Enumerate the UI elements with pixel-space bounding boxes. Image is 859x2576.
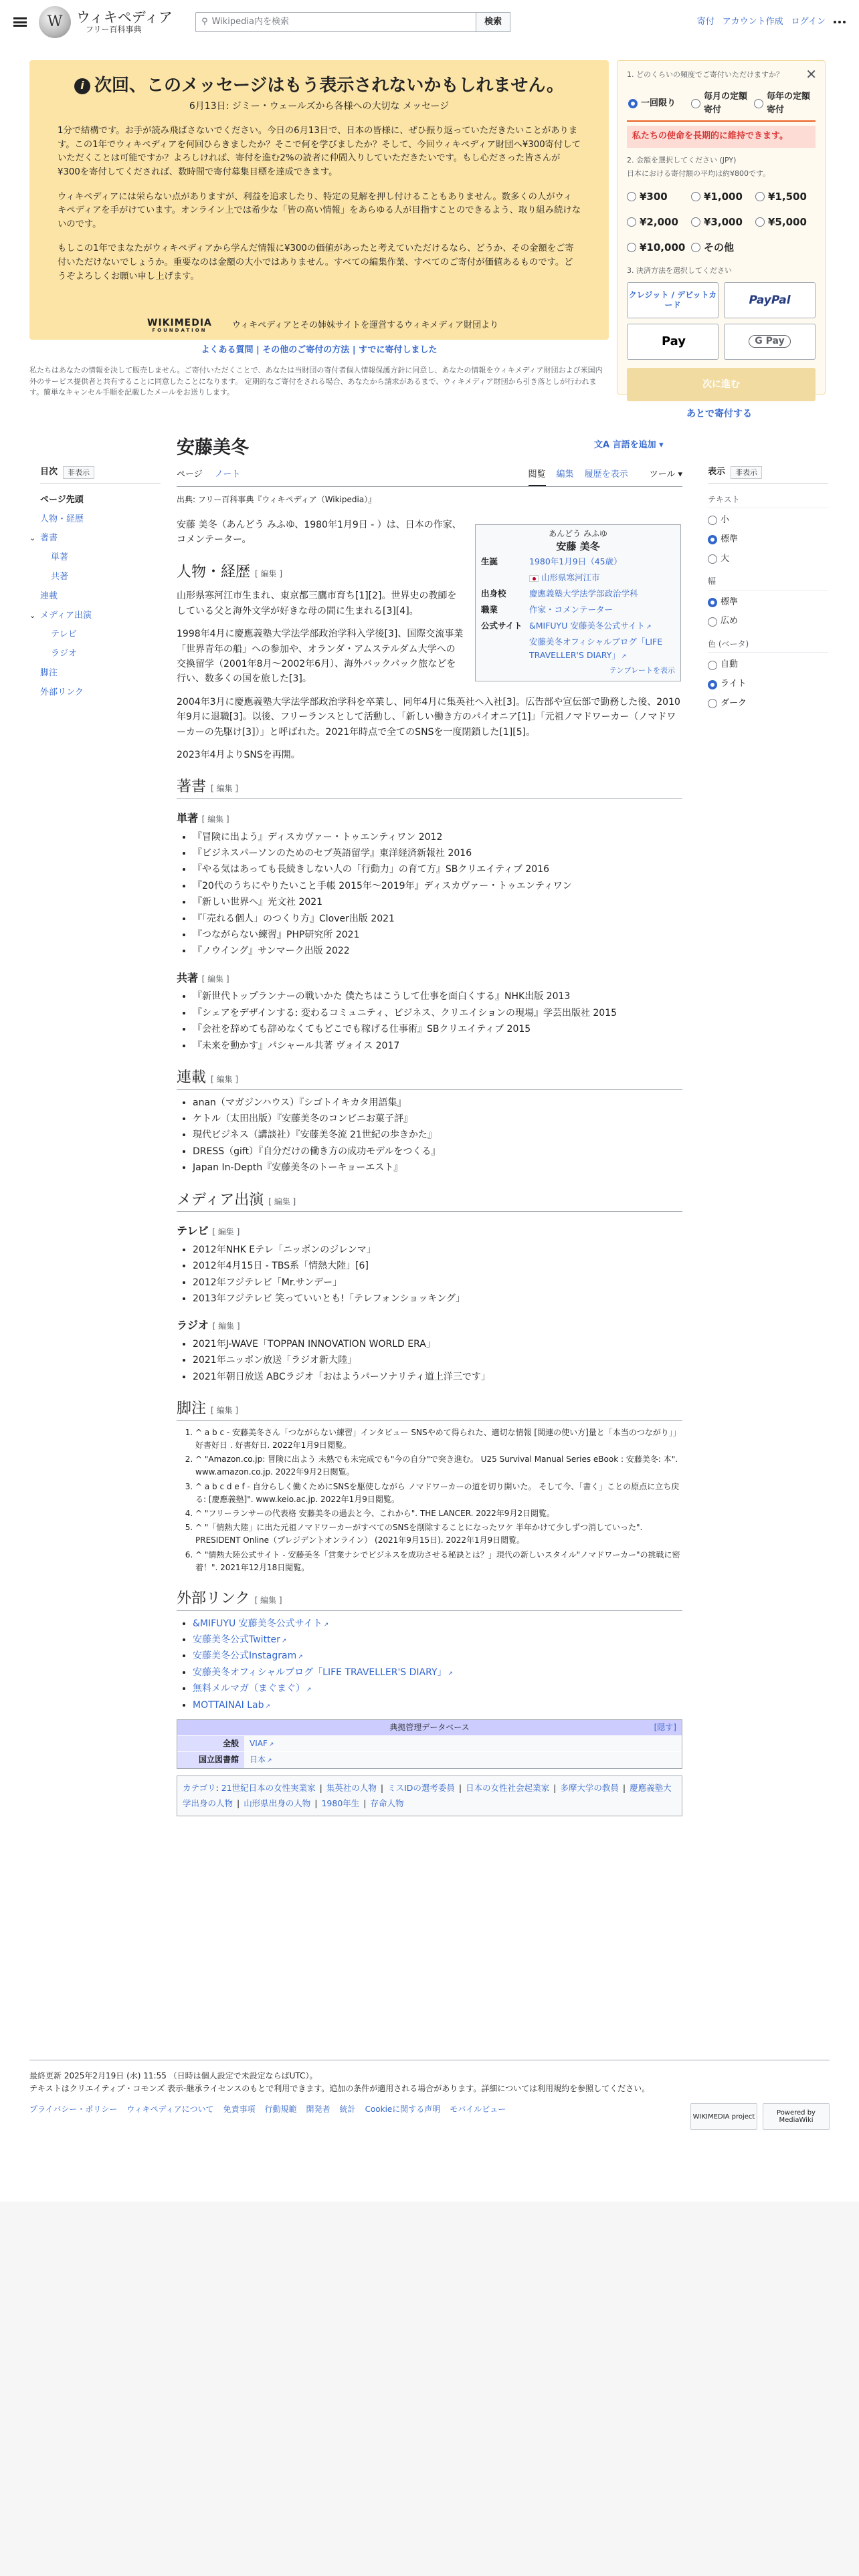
toc-item-label: 外部リンク: [40, 687, 84, 697]
search-button[interactable]: 検索: [476, 12, 510, 32]
career-paragraph-2: 1998年4月に慶應義塾大学法学部政治学科入学後[3]、国際交流事業「世界青年の船」への参加や、オランダ・アムステルダム大学への交換留学（2001年8月〜2002年6月）、海外バックパック旅などを行い、数多くの国を旅した[3]。: [177, 629, 464, 685]
site-header: [0, 0, 859, 44]
career-paragraph-4: 2023年4月よりSNSを再開。: [177, 749, 300, 760]
toc-item[interactable]: [40, 645, 161, 664]
translate-icon: 文A: [594, 440, 613, 450]
donate-link[interactable]: 寄付: [696, 16, 714, 27]
site-title: ウィキペディア: [76, 9, 173, 26]
references-list: [195, 1426, 682, 1574]
lead-paragraph: 安藤 美冬（あんどう みふゆ、1980年1月9日 - ）は、日本の作家、コメンテーター。: [177, 520, 462, 546]
page-footer: [29, 2060, 830, 2124]
authority-row: [177, 1751, 682, 1767]
radio-icon: [691, 99, 700, 108]
color-auto[interactable]: [708, 658, 828, 672]
radio-icon: [627, 217, 636, 227]
freq-monthly-label: 毎月の定額寄付: [704, 91, 748, 116]
tab-history[interactable]: 履歴を表示: [584, 469, 628, 479]
list-item: • anan（マガジンハウス）『シゴトイキカタ用語集』: [193, 1095, 682, 1110]
serial-list: [193, 1095, 682, 1176]
list-item: [193, 1616, 682, 1631]
search-form: [195, 12, 510, 32]
radio-icon: [708, 554, 717, 564]
banner-links[interactable]: よくある質問 | その他のご寄付の方法 | すでに寄付しました: [201, 345, 438, 355]
banner-paragraph-2: ウィキペディアには栄らない点がありますが、利益を追求したり、特定の見解を押し付けることもありません。数多くの人がウィキペディアを手がけています。オンライン上では希少な「皆の高い情報」をあらゆる人が目指すことのできるよう、取り組み続けないのです。: [58, 191, 581, 229]
list-item: • 2021年朝日放送 ABCラジオ「おはようパーソナリティ道上洋三です」: [193, 1370, 682, 1384]
heading-serial: [177, 1068, 682, 1090]
list-item: • 『会社を辞めても辞めなくてもどこでも稼げる仕事術』SBクリエイティブ 2015: [193, 1022, 682, 1037]
category-link[interactable]: 山形県出身の人物: [244, 1798, 311, 1809]
add-language-label: 言語を追加: [612, 440, 656, 450]
amount-label: その他: [704, 241, 735, 254]
infobox-value[interactable]: 1980年1月9日（45歳）: [529, 556, 622, 567]
infobox-value[interactable]: 慶應義塾大学法学部政治学科: [529, 588, 638, 599]
toc-title: 目次: [40, 467, 58, 477]
site-tagline: フリー百科事典: [86, 25, 142, 35]
option-label: 広め: [721, 616, 739, 627]
text-size-standard[interactable]: [708, 533, 828, 547]
wikimedia-badge[interactable]: WIKIMEDIA project: [690, 2103, 757, 2130]
heading-co: [177, 970, 682, 987]
amount-label: ¥3,000: [704, 216, 743, 229]
radio-icon: [755, 192, 765, 201]
list-item: • 現代ビジネス（講談社）『安藤美冬流 21世紀の歩きかた』: [193, 1128, 682, 1142]
list-item: • DRESS（gift）『自分だけの働き方の成功モデルをつくる』: [193, 1144, 682, 1159]
card-button[interactable]: クレジット / デビットカード: [627, 282, 719, 318]
footer-link[interactable]: ウィキペディアについて: [126, 2105, 214, 2115]
amount-option[interactable]: [627, 189, 687, 205]
footer-link[interactable]: Cookieに関する声明: [365, 2105, 441, 2115]
amount-option-other[interactable]: [691, 239, 751, 255]
list-item: • 2013年フジテレビ 笑っていいとも!「テレフォンショッキング」: [193, 1291, 682, 1306]
heading-notes: [177, 1399, 682, 1421]
option-label: 標準: [721, 534, 739, 544]
list-item: • 『未来を動かす』パシャール共著 ヴォイス 2017: [193, 1039, 682, 1053]
amount-label: ¥1,000: [704, 191, 743, 203]
infobox-key: 出身校: [481, 588, 506, 599]
close-icon[interactable]: ✕: [805, 66, 817, 82]
heading-career: [177, 562, 464, 584]
freq-yearly-label: 毎年の定額寄付: [767, 91, 811, 116]
edit-section-link[interactable]: [ 編集 ]: [212, 1227, 240, 1237]
text-size-large[interactable]: [708, 552, 828, 566]
toc-item[interactable]: [40, 568, 161, 587]
google-pay-button[interactable]: [724, 324, 816, 360]
payment-methods: [627, 282, 816, 360]
toc-item[interactable]: [40, 548, 161, 568]
heading-text: 著書: [177, 778, 207, 796]
show-template-link[interactable]: テンプレートを表示: [609, 666, 675, 675]
authority-control: [177, 1719, 682, 1769]
category-link[interactable]: 慶應義塾大学出身の人物: [183, 1782, 672, 1809]
frequency-options: [627, 88, 816, 122]
radio-icon: [628, 99, 638, 108]
license-text: テキストはクリエイティブ・コモンズ 表示-継承ライセンスのもとで利用できます。追加の条件が適用される場合があります。詳細については利用規約を参照してください。: [29, 2084, 650, 2094]
heading-text: 単著: [177, 812, 199, 825]
tab-tools[interactable]: ツール ▾: [649, 469, 682, 479]
tab-talk[interactable]: ノート: [214, 469, 241, 479]
authority-key: 国立図書館: [177, 1752, 244, 1767]
toc-item[interactable]: [40, 625, 161, 645]
amount-label: ¥2,000: [640, 216, 678, 229]
career-paragraph-1: 山形県寒河江市生まれ、東京都三鷹市育ち[1][2]。世界史の教師をしている父と海外文学が好きな母の間に生まれる[3][4]。: [177, 591, 457, 617]
heading-radio: [177, 1317, 682, 1334]
infobox-value[interactable]: 作家・コメンテーター: [529, 605, 613, 615]
radio-icon: [708, 680, 717, 689]
toc-item[interactable]: [29, 607, 161, 626]
category-label[interactable]: カテゴリ: [183, 1782, 216, 1793]
infobox-ruby: あんどう みふゆ: [549, 529, 607, 538]
banner-title: [58, 75, 581, 98]
personal-tools: [697, 15, 846, 29]
external-link[interactable]: 安藤美冬公式Twitter ↗: [193, 1634, 286, 1645]
appearance-panel: [708, 465, 828, 711]
heading-media: [177, 1190, 682, 1212]
category-link[interactable]: 存命人物: [370, 1798, 404, 1809]
freq-yearly[interactable]: [753, 88, 816, 121]
reference-item: 5. ^ "「情熱大陸」に出た元祖ノマドワーカーがすべてのSNSを削除することになったワケ 半年かけて少しずつ消していった". PRESIDENT Online（プレジデントオンライン） (2021年9月15日). 2022年1月9日閲覧。: [195, 1521, 682, 1547]
radio-icon: [708, 699, 717, 708]
toc-item-label: 共著: [51, 571, 69, 582]
amount-option[interactable]: [755, 189, 816, 205]
list-item: • 『新しい世界へ』光文社 2021: [193, 895, 682, 909]
category-link[interactable]: ミスIDの選考委員: [387, 1782, 455, 1793]
amount-label: ¥5,000: [768, 216, 807, 229]
tv-list: [193, 1243, 682, 1307]
wmf-logo-sub: FOUNDATION: [152, 328, 207, 334]
toc-item[interactable]: [40, 664, 161, 683]
career-paragraph-3: 2004年3月に慶應義塾大学法学部政治学科を卒業し、同年4月に集英社へ入社[3]。広告部や宣伝部で勤務した後、2010年9月に退職[3]。以後、フリーランスとして活動し、「新しい働き方のパイオニア[1]」「元祖ノマドワーカー（ノマドワーカーの先駆け[3]）」と呼ばれた。2021年時点で全てのSNSを一度閉鎖した[1][5]。: [177, 696, 680, 738]
tab-read[interactable]: 閲覧: [529, 468, 546, 486]
create-account-link[interactable]: アカウント作成: [722, 16, 783, 27]
width-wide[interactable]: [708, 615, 828, 629]
continue-button[interactable]: 次に進む: [627, 368, 816, 401]
edit-section-link[interactable]: [ 編集 ]: [211, 1074, 239, 1084]
radio-icon: [691, 192, 700, 201]
option-label: 大: [721, 553, 730, 564]
infobox-key: 職業: [481, 605, 498, 615]
list-item: • Japan In-Depth『安藤美冬のトーキョーエスト』: [193, 1160, 682, 1175]
toc-item[interactable]: [40, 683, 161, 703]
heading-links: [177, 1589, 682, 1611]
heading-text: メディア出演: [177, 1191, 264, 1208]
radio-icon: [708, 661, 717, 670]
footer-link[interactable]: 免責事項: [223, 2105, 256, 2115]
amount-question: 2. 金額を選択してください (JPY): [627, 155, 737, 165]
external-link[interactable]: 安藤美冬公式Instagram ↗: [193, 1650, 303, 1661]
heading-text: 人物・経歴: [177, 563, 251, 580]
banner-disclaimer: 私たちはあなたの情報を決して販売しません。ご寄付いただくことで、あなたは当財団の寄付者個人情報保護方針に同意し、あなたの情報をウィキメディア財団および米国内外のサービス提供者と共有することに同意したことになります。 定期的なご寄付をされる場合、あなたから請求があるまで、ウィキメディア財団から引き落としが行われます。簡単なキャンセル手順を記載したメールをお送りします。: [29, 366, 603, 397]
edit-section-link[interactable]: [ 編集 ]: [212, 1321, 240, 1331]
toc-header: [40, 465, 161, 479]
wordmark[interactable]: [76, 9, 173, 35]
edit-section-link[interactable]: [ 編集 ]: [268, 1196, 296, 1206]
toc-item-label: 人物・経歴: [40, 514, 84, 524]
edit-section-link[interactable]: [ 編集 ]: [255, 568, 283, 578]
wikipedia-logo[interactable]: W: [39, 6, 71, 38]
text-size-label: テキスト: [708, 494, 828, 508]
wmf-text: ウィキペディアとその姉妹サイトを運営するウィキメディア財団より: [231, 320, 499, 331]
single-books-list: [193, 830, 682, 959]
tab-edit[interactable]: 編集: [556, 469, 574, 479]
authority-row: [177, 1735, 682, 1751]
heading-text: 連載: [177, 1069, 207, 1086]
toc-item-label: メディア出演: [40, 610, 92, 621]
banner-subtitle: 6月13日: ジミー・ウェールズから各様への大切な メッセージ: [189, 100, 450, 112]
category-colon: :: [215, 1782, 221, 1793]
amount-label: ¥10,000: [640, 241, 686, 254]
category-separator: |: [458, 1782, 462, 1793]
toc-item-label: ラジオ: [51, 649, 78, 659]
radio-icon: [708, 516, 717, 525]
paypal-button[interactable]: PayPal: [724, 282, 816, 318]
list-item: • 『20代のうちにやりたいこと手帳 2015年〜2019年』ディスカヴァー・トゥエンティワン: [193, 879, 682, 893]
amount-option[interactable]: [755, 214, 816, 230]
chevron-down-icon[interactable]: ⌄: [29, 534, 36, 543]
toc-item[interactable]: [29, 529, 161, 548]
width-standard[interactable]: [708, 596, 828, 610]
menu-icon[interactable]: [13, 17, 27, 27]
external-link[interactable]: MOTTAINAI Lab ↗: [193, 1700, 270, 1711]
radio-icon: [627, 192, 636, 201]
category-link[interactable]: 1980年生: [321, 1798, 360, 1809]
reference-item: 4. ^ "フリーランサーの代表格 安藤美冬の過去と今、これから". THE LANCER. 2022年9月2日閲覧。: [195, 1507, 682, 1520]
external-link[interactable]: 安藤美冬オフィシャルブログ「LIFE TRAVELLER'S DIARY」 ↗: [193, 1667, 453, 1678]
category-separator: |: [319, 1782, 322, 1793]
payment-question: 3. 決済方法を選択してください: [627, 266, 732, 276]
list-item: [193, 1681, 682, 1696]
toc-item-label: ページ先頭: [40, 494, 84, 505]
category-link[interactable]: 日本の女性社会起業家: [466, 1782, 550, 1793]
list-item: [193, 1632, 682, 1647]
radio-icon: [691, 217, 700, 227]
authority-value[interactable]: VIAF ↗: [244, 1736, 682, 1751]
toc-hide-button[interactable]: 非表示: [63, 466, 94, 479]
list-item: • 『つながらない練習』PHP研究所 2021: [193, 928, 682, 942]
tab-page[interactable]: ページ: [177, 469, 203, 479]
category-separator: |: [622, 1782, 626, 1793]
source-note: 出典: フリー百科事典『ウィキペディア（Wikipedia）』: [177, 495, 377, 504]
list-item: • 『シェアをデザインする: 変わるコミュニティ、ビジネス、クリエイションの現場』学芸出版社 2015: [193, 1006, 682, 1021]
login-link[interactable]: ログイン: [791, 16, 826, 27]
radio-icon: [691, 243, 700, 252]
chevron-down-icon[interactable]: ⌄: [29, 611, 36, 620]
edit-section-link[interactable]: [ 編集 ]: [211, 784, 239, 794]
color-light[interactable]: [708, 677, 828, 691]
apple-pay-button[interactable]: [627, 324, 719, 360]
donate-later-link[interactable]: あとで寄付する: [686, 409, 752, 419]
apple-pay-label: Pay: [661, 334, 686, 348]
edit-section-link[interactable]: [ 編集 ]: [201, 815, 229, 825]
amount-options: [627, 189, 816, 255]
infobox-value[interactable]: &MIFUYU 安藤美冬公式サイト ↗: [529, 619, 675, 633]
list-item: • 『「売れる個人」のつくり方』Clover出版 2021: [193, 911, 682, 926]
reference-item: 2. ^ "Amazon.co.jp: 冒険に出よう 未熟でも未完成でも"今の自分"で突き進む。 U25 Survival Manual Series eBook : 安藤美冬: 本". www.amazon.co.jp. 2022年9月2日閲覧。: [195, 1453, 682, 1479]
reference-item: 3. ^ a b c d e f - 自分らしく働くためにSNSを駆使しながら ノマドワーカーの道を切り開いた。 そして今、「書く」ことの原点に立ち戻る: [慶應義塾]". www.keio.ac.jp. 2022年1月9日閲覧。: [195, 1481, 682, 1506]
amount-option[interactable]: [691, 214, 751, 230]
google-pay-label: G Pay: [749, 335, 790, 348]
infobox-value[interactable]: 安藤美冬オフィシャルブログ「LIFE TRAVELLER'S DIARY」 ↗: [529, 635, 675, 662]
amount-hint: 日本における寄付額の平均は約¥800です。: [627, 169, 771, 178]
more-options-icon[interactable]: [834, 21, 846, 23]
category-separator: |: [553, 1782, 557, 1793]
wikimedia-foundation-logo: [147, 318, 212, 334]
authority-hide-link[interactable]: [隠す]: [654, 1722, 676, 1732]
option-label: ライト: [721, 679, 747, 689]
search-icon: ⚲: [201, 16, 208, 27]
heading-books: [177, 777, 682, 799]
footer-link[interactable]: 開発者: [306, 2105, 330, 2115]
search-input[interactable]: [195, 12, 476, 32]
category-separator: |: [314, 1798, 318, 1809]
edit-section-link[interactable]: [ 編集 ]: [211, 1406, 239, 1416]
option-label: 自動: [721, 659, 739, 670]
list-item: [193, 1698, 682, 1713]
category-box: [177, 1776, 682, 1817]
radio-icon: [708, 617, 717, 627]
monthly-message: 私たちの使命を長期的に維持できます。: [627, 126, 816, 148]
amount-label: ¥300: [640, 191, 668, 203]
footer-link[interactable]: モバイルビュー: [450, 2105, 506, 2115]
mediawiki-badge[interactable]: Powered by MediaWiki: [763, 2103, 830, 2130]
heading-text: 脚注: [177, 1400, 207, 1418]
last-updated: 最終更新 2025年2月19日 (水) 11:55 （日時は個人設定で未設定ならばUTC）。: [29, 2071, 318, 2080]
category-link[interactable]: 集英社の人物: [326, 1782, 377, 1793]
amount-option[interactable]: [627, 214, 687, 230]
authority-title: 典拠管理データベース: [389, 1722, 470, 1732]
list-item: • 『ノウイング』サンマーク出版 2022: [193, 944, 682, 958]
list-item: • 2012年NHK Eテレ「ニッポンのジレンマ」: [193, 1243, 682, 1257]
toc-item-label: 著書: [40, 533, 58, 544]
appearance-header: [708, 465, 828, 484]
toc-item[interactable]: [40, 491, 161, 510]
category-separator: |: [363, 1798, 367, 1809]
heading-single: [177, 810, 682, 827]
list-item: • 『冒険に出よう』ディスカヴァー・トゥエンティワン 2012: [193, 830, 682, 845]
edit-section-link[interactable]: [ 編集 ]: [201, 974, 229, 984]
authority-key: 全般: [177, 1736, 244, 1751]
color-dark[interactable]: [708, 697, 828, 711]
footer-badges: [690, 2103, 830, 2130]
freq-once-label: 一回限り: [641, 98, 676, 108]
infobox-key: 生誕: [481, 556, 498, 567]
amount-label: ¥1,500: [768, 191, 807, 203]
freq-once[interactable]: [627, 88, 690, 121]
wmf-signature: [147, 318, 498, 334]
amount-option[interactable]: [691, 189, 751, 205]
toc-item[interactable]: [40, 587, 161, 607]
radio-icon: [708, 598, 717, 607]
view-tabs: [518, 468, 682, 486]
heading-text: 外部リンク: [177, 1590, 250, 1607]
radio-icon: [755, 217, 765, 227]
fundraising-banner: [29, 60, 609, 340]
reference-item: 1. ^ a b c - 安藤美冬さん「つながらない練習」インタビュー SNSやめて得られた、適切な情報 [関連の使い方]量と「本当のつながり」」 好書好日 . 好書好日. 2022年1月9日閲覧。: [195, 1426, 682, 1452]
radio-icon: [627, 243, 636, 252]
option-label: 小: [721, 514, 730, 525]
toc-list: [29, 484, 161, 703]
banner-paragraph-1: 1分で結構です。お手が読み飛ばさないでください。今日の6月13日で、日本の皆様に、ぜひ振り返っていただきたいことがあります。この1年でウィキペディアを何回ひらきましたか？そこで何を学びましたか？そして、今回ウィキペディア財団へ¥300寄付していただくことは可能ですか？よろしければ、寄付を進む2%の読者に仲間入りしていただきたいです。もし心ださった皆さんが¥300を寄付してくだされば、数時間で寄付募集目標を達成できます。: [58, 126, 581, 178]
reference-item: 6. ^ "情熱大陸公式サイト - 安藤美冬「営業ナシでビジネスを成功させる秘訣とは？」現代の新しいスタイル"ノマドワーカー"の挑戦に密着！". 2021年12月18日閲覧。: [195, 1549, 682, 1574]
frequency-question: 1. どのくらいの頻度でご寄付いただけますか？: [627, 70, 783, 79]
co-books-list: [193, 989, 682, 1053]
toc-item-label: 脚注: [40, 667, 58, 678]
amount-option[interactable]: [627, 239, 687, 255]
list-item: • 『やる気はあっても長続きしない人の「行動力」の育て方』SBクリエイティブ 2016: [193, 862, 682, 877]
text-size-small[interactable]: [708, 514, 828, 528]
infobox-key: 公式サイト: [481, 621, 522, 631]
list-item: • 2012年4月15日 - TBS系「情熱大陸」[6]: [193, 1259, 682, 1273]
birthplace-link[interactable]: 山形県寒河江市: [541, 572, 600, 583]
list-item: • 『新世代トップランナーの戦いかた 僕たちはこうして仕事を面白くする』NHK出版 2013: [193, 989, 682, 1004]
list-item: • ケトル（太田出版）『安藤美冬のコンビニお菓子評』: [193, 1111, 682, 1126]
list-item: • 2012年フジテレビ「Mr.サンデー」: [193, 1275, 682, 1290]
search-placeholder: Wikipedia内を検索: [211, 16, 289, 27]
option-label: ダーク: [721, 697, 747, 708]
toc-item-label: 単著: [51, 552, 69, 563]
option-label: 標準: [721, 597, 739, 607]
footer-link[interactable]: 行動規範: [264, 2105, 297, 2115]
radio-list: [193, 1337, 682, 1384]
external-link[interactable]: 無料メルマガ（まぐまぐ） ↗: [193, 1683, 312, 1694]
heading-text: テレビ: [177, 1224, 209, 1238]
external-link[interactable]: &MIFUYU 安藤美冬公式サイト ↗: [193, 1618, 328, 1629]
radio-icon: [708, 535, 717, 544]
footer-link[interactable]: プライバシー・ポリシー: [29, 2105, 118, 2115]
radio-icon: [754, 99, 763, 108]
donation-form: [617, 60, 826, 395]
category-link[interactable]: 多摩大学の教員: [560, 1782, 619, 1793]
banner-paragraph-3: もしこの1年でまなたがウィキペディアから学んだ情報に¥300の価値があったと考えていただけるなら、どうか、その金額をご寄付いただけないでしょうか。重要なのは金額の大小ではありません。すべての編集作業、すべてのご寄付が価値あるものです。どうぞよろしくお願い申し上げます。: [58, 243, 574, 282]
infobox-name: 安藤 美冬: [556, 540, 600, 553]
category-separator: |: [380, 1782, 384, 1793]
edit-section-link[interactable]: [ 編集 ]: [254, 1595, 282, 1605]
category-separator: |: [237, 1798, 240, 1809]
authority-value[interactable]: 日本 ↗: [244, 1752, 682, 1767]
external-links-list: [193, 1616, 682, 1713]
article-body: [177, 518, 682, 1816]
banner-title-text: 次回、このメッセージはもう表示されないかもしれません。: [94, 76, 564, 96]
list-item: • 2021年ニッポン放送「ラジオ新大陸」: [193, 1353, 682, 1368]
category-link[interactable]: 21世紀日本の女性実業家: [221, 1782, 316, 1793]
list-item: • 2021年J-WAVE「TOPPAN INNOVATION WORLD ERA」: [193, 1337, 682, 1352]
footer-link[interactable]: 統計: [339, 2105, 356, 2115]
list-item: [193, 1665, 682, 1680]
toc-item-label: 連載: [40, 591, 58, 601]
toc-item-label: テレビ: [51, 629, 77, 640]
authority-header: [177, 1720, 682, 1735]
add-language-button[interactable]: 文A 言語を追加 ▾: [594, 440, 664, 450]
page-title: 安藤美冬: [177, 437, 249, 458]
page-bottom-background: [0, 2202, 859, 2576]
wmf-logo-text: WIKIMEDIA: [147, 318, 212, 328]
toc-item[interactable]: [40, 510, 161, 530]
appearance-hide-button[interactable]: 非表示: [731, 466, 762, 479]
width-label: 幅: [708, 575, 828, 590]
tab-tools-label: ツール: [649, 469, 676, 479]
info-icon: i: [74, 78, 90, 94]
heading-tv: [177, 1222, 682, 1240]
list-item: [193, 1648, 682, 1663]
appearance-title: 表示: [708, 467, 726, 477]
table-of-contents: [29, 465, 161, 703]
freq-monthly[interactable]: [690, 88, 753, 121]
color-label: 色 (ベータ): [708, 638, 828, 653]
heading-text: 共著: [177, 971, 199, 984]
page-tabs: [177, 468, 682, 487]
list-item: • 『ビジネスパーソンのためのセブ英語留学』東洋経済新報社 2016: [193, 846, 682, 861]
heading-text: ラジオ: [177, 1319, 209, 1332]
